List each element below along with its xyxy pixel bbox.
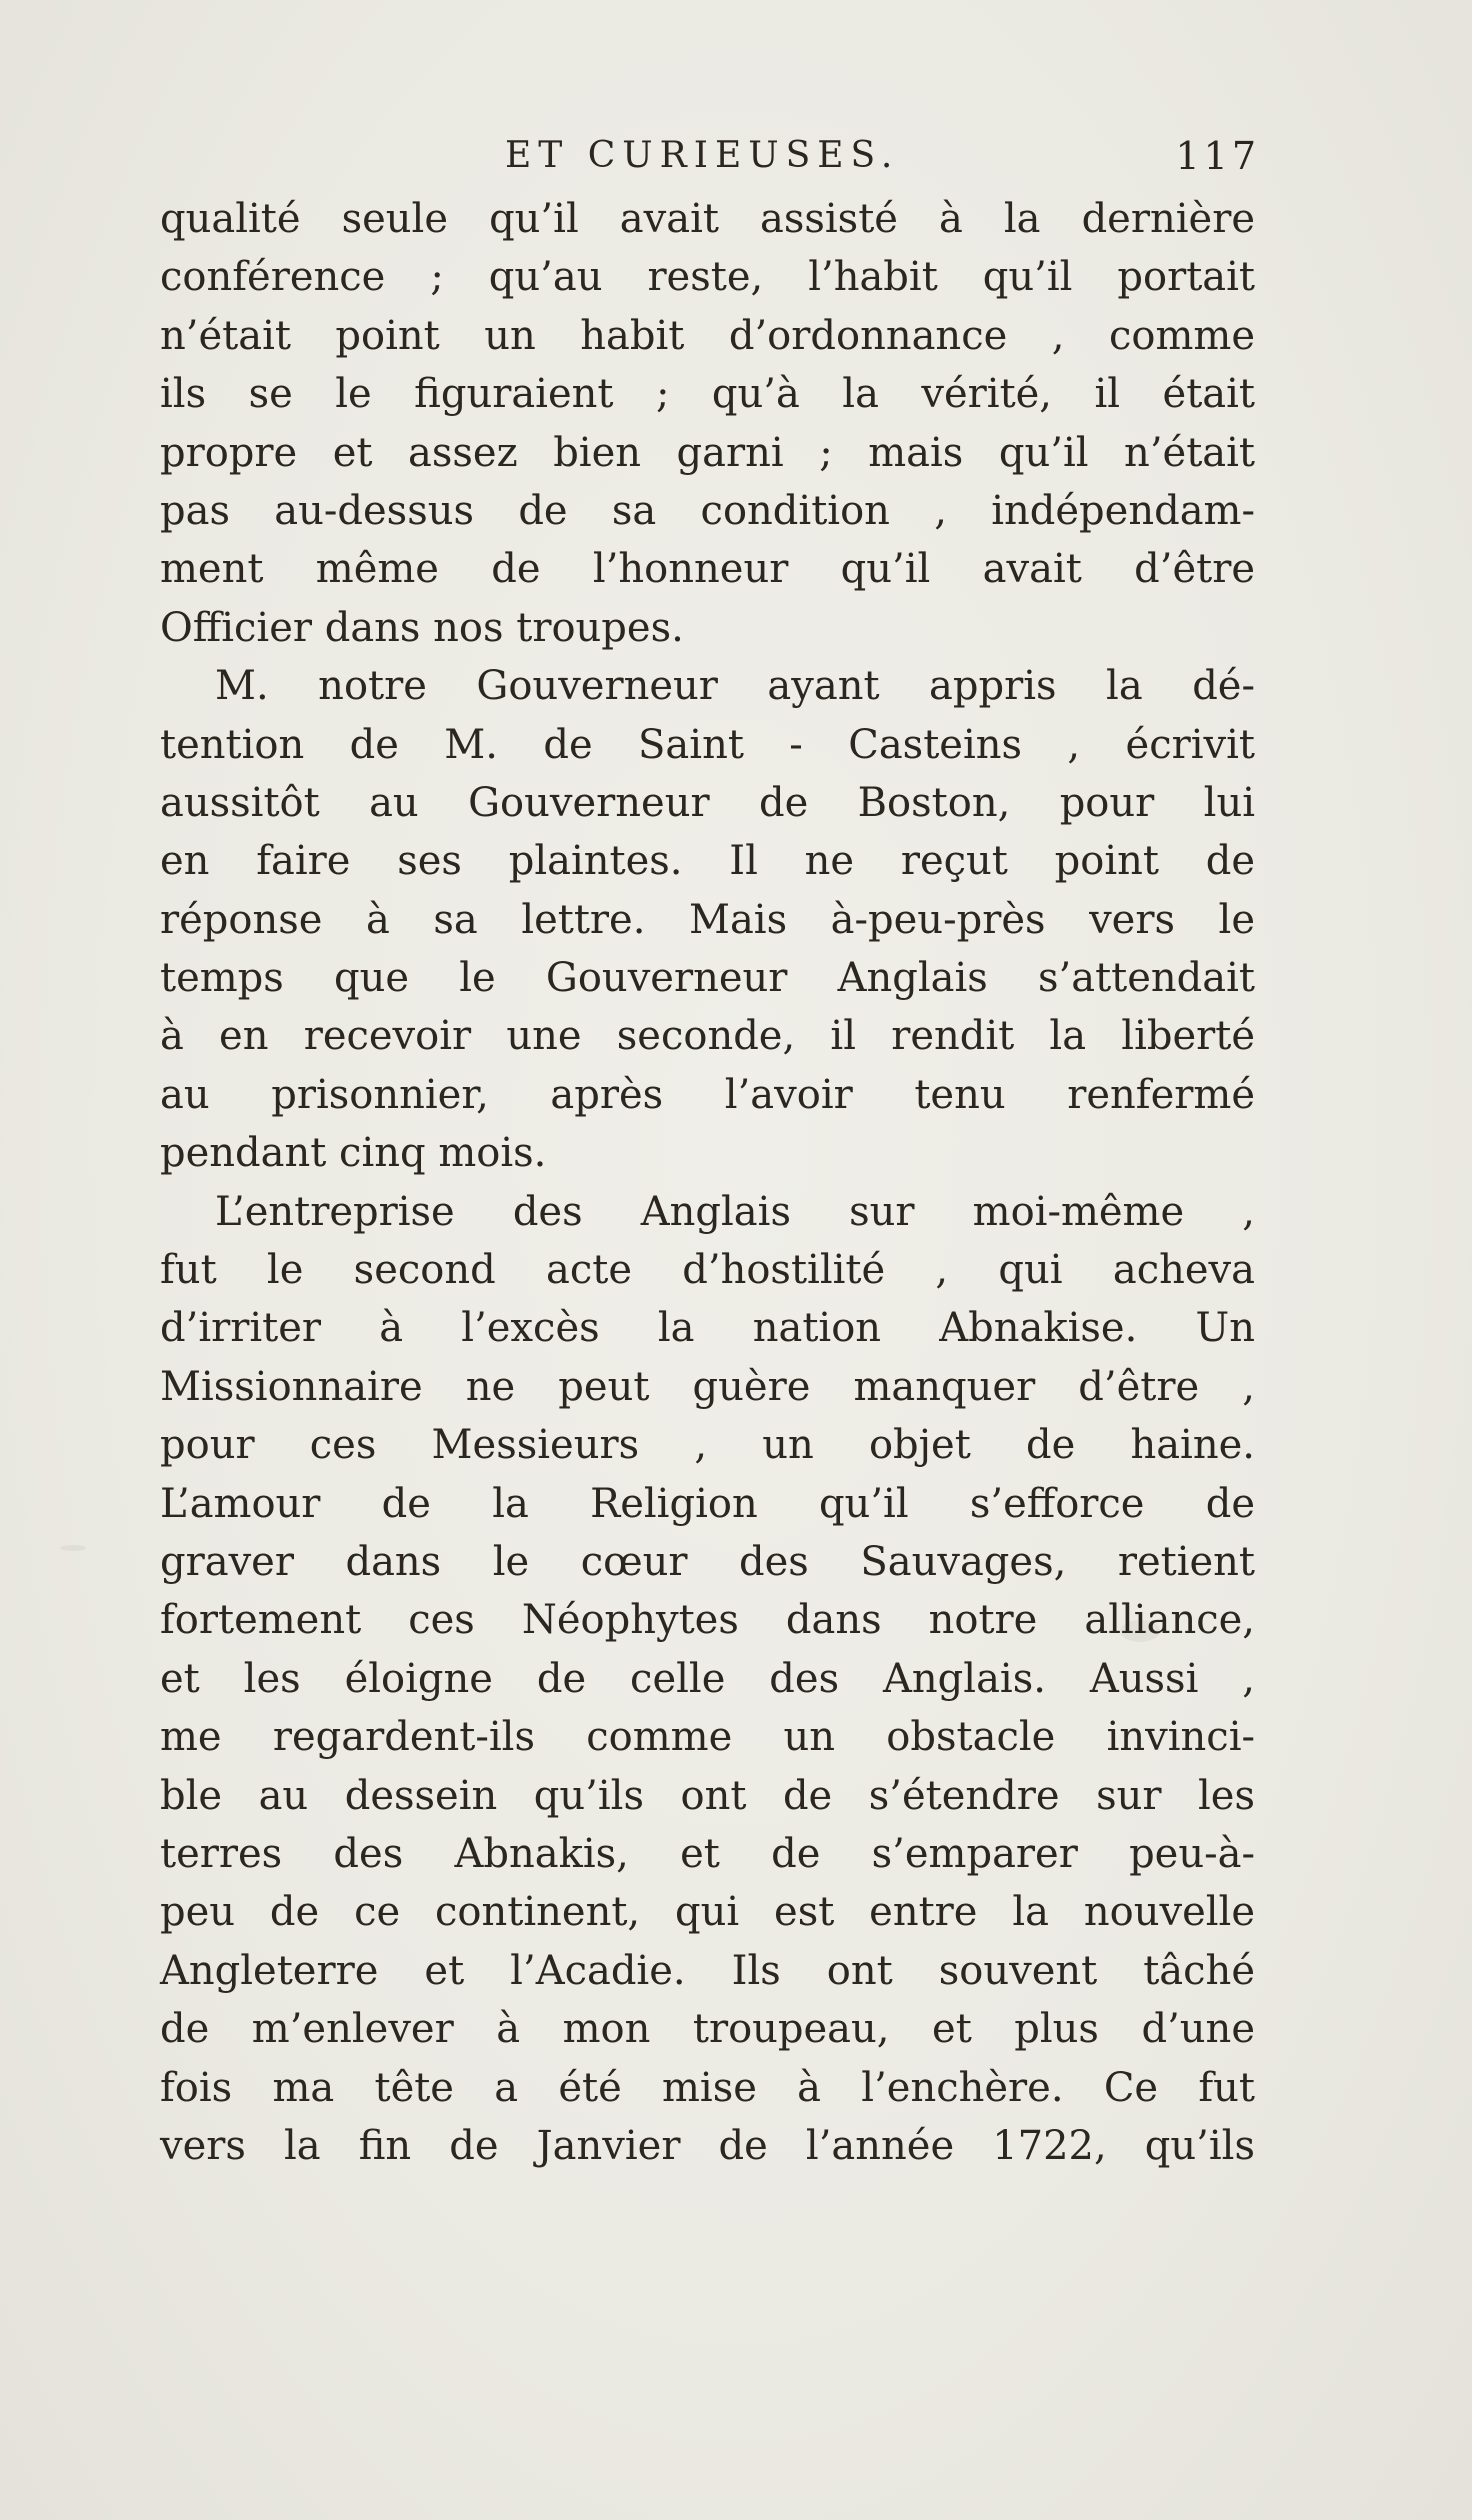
running-head: ET CURIEUSES. <box>505 135 900 176</box>
text-line: conférence ; qu’au reste, l’habit qu’il portait <box>160 254 1255 301</box>
body-text <box>160 190 1255 2175</box>
text-line: temps que le Gouverneur Anglais s’attendait <box>160 955 1255 1002</box>
text-line: ble au dessein qu’ils ont de s’étendre sur les <box>160 1772 1255 1819</box>
text-line: L’amour de la Religion qu’il s’efforce de <box>160 1480 1255 1527</box>
text-line: aussitôt au Gouverneur de Boston, pour lui <box>160 779 1255 826</box>
text-line: à en recevoir une seconde, il rendit la liberté <box>160 1013 1255 1060</box>
page-number: 117 <box>1175 134 1260 178</box>
text-line: fortement ces Néophytes dans notre alliance, <box>160 1597 1255 1644</box>
text-line: terres des Abnakis, et de s’emparer peu-à- <box>160 1830 1255 1877</box>
text-line: de m’enlever à mon troupeau, et plus d’une <box>160 2006 1255 2053</box>
text-line: ment même de l’honneur qu’il avait d’être <box>160 546 1255 593</box>
text-line: pendant cinq mois. <box>160 1130 547 1177</box>
text-line: et les éloigne de celle des Anglais. Aussi , <box>160 1655 1255 1702</box>
text-line: réponse à sa lettre. Mais à-peu-près vers le <box>160 896 1255 943</box>
text-line: au prisonnier, après l’avoir tenu renfermé <box>160 1071 1255 1118</box>
text-line: propre et assez bien garni ; mais qu’il n’était <box>160 429 1255 476</box>
text-line: M. notre Gouverneur ayant appris la dé- <box>215 663 1255 710</box>
paper-stain <box>60 1545 86 1551</box>
text-line: L’entreprise des Anglais sur moi-même , <box>215 1188 1255 1235</box>
text-line: pour ces Messieurs , un objet de haine. <box>160 1422 1255 1469</box>
text-line: tention de M. de Saint - Casteins , écrivit <box>160 721 1255 768</box>
text-line: graver dans le cœur des Sauvages, retient <box>160 1538 1255 1585</box>
text-line: fut le second acte d’hostilité , qui acheva <box>160 1247 1255 1294</box>
text-line: qualité seule qu’il avait assisté à la dernière <box>160 196 1255 242</box>
page-header <box>160 126 1260 186</box>
text-line: me regardent-ils comme un obstacle invinci- <box>160 1714 1255 1761</box>
text-line: pas au-dessus de sa condition , indépendam- <box>160 487 1255 534</box>
text-line: Missionnaire ne peut guère manquer d’être , <box>160 1363 1255 1410</box>
text-line: Angleterre et l’Acadie. Ils ont souvent tâché <box>160 1947 1255 1994</box>
text-line: peu de ce continent, qui est entre la nouvelle <box>160 1889 1255 1936</box>
text-line: ils se le figuraient ; qu’à la vérité, il était <box>160 371 1255 418</box>
text-line: en faire ses plaintes. Il ne reçut point de <box>160 838 1255 885</box>
text-line: d’irriter à l’excès la nation Abnakise. Un <box>160 1305 1255 1352</box>
text-line: Officier dans nos troupes. <box>160 604 684 651</box>
text-line: fois ma tête a été mise à l’enchère. Ce fut <box>160 2064 1255 2111</box>
text-line: n’était point un habit d’ordonnance , comme <box>160 312 1255 359</box>
text-line: vers la fin de Janvier de l’année 1722, qu’ils <box>160 2122 1255 2169</box>
